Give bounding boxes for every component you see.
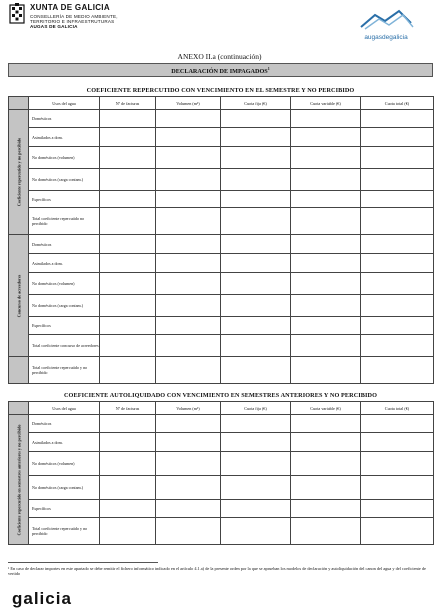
input-cell[interactable] — [361, 518, 434, 545]
input-cell[interactable] — [291, 208, 361, 235]
row-label: Domésticos — [29, 235, 100, 254]
table-row — [9, 415, 434, 433]
row-label: Total coeficiente repercutido no percibido — [29, 208, 100, 235]
input-cell[interactable] — [291, 317, 361, 335]
input-cell[interactable] — [361, 295, 434, 317]
input-cell[interactable] — [291, 500, 361, 518]
input-cell[interactable] — [100, 191, 156, 208]
row-label: No domésticos (volumen) — [29, 452, 100, 476]
input-cell[interactable] — [361, 191, 434, 208]
table-row — [9, 273, 434, 295]
input-cell[interactable] — [221, 317, 291, 335]
input-cell[interactable] — [156, 191, 221, 208]
row-label: No domésticos (volumen) — [29, 147, 100, 169]
table-row — [9, 235, 434, 254]
input-cell[interactable] — [100, 317, 156, 335]
input-cell[interactable] — [100, 335, 156, 357]
input-cell[interactable] — [361, 476, 434, 500]
table-row — [9, 335, 434, 357]
row-label: Total coeficiente repercutido y no percibido — [29, 518, 100, 545]
table-row — [9, 147, 434, 169]
row-label: Total coeficiente concurso de acreedores — [29, 335, 100, 357]
input-cell[interactable] — [221, 295, 291, 317]
input-cell[interactable] — [291, 169, 361, 191]
table-header-row — [9, 97, 434, 110]
table-row — [9, 110, 434, 128]
section1-title: COEFICIENTE REPERCUTIDO CON VENCIMIENTO EN EL SEMESTRE Y NO PERCIBIDO — [86, 87, 355, 94]
input-cell[interactable] — [291, 476, 361, 500]
input-cell[interactable] — [100, 273, 156, 295]
input-cell[interactable] — [291, 254, 361, 273]
section2-table — [8, 401, 434, 545]
row-label: Específicos — [29, 317, 100, 335]
input-cell[interactable] — [156, 317, 221, 335]
conselleria-line-3: AUGAS DE GALICIA — [30, 24, 78, 29]
input-cell[interactable] — [100, 147, 156, 169]
input-cell[interactable] — [221, 110, 291, 128]
input-cell[interactable] — [361, 147, 434, 169]
input-cell[interactable] — [291, 235, 361, 254]
input-cell[interactable] — [221, 500, 291, 518]
row-label: No domésticos (carga contam.) — [29, 295, 100, 317]
input-cell[interactable] — [361, 273, 434, 295]
declaration-title: DECLARACIÓN DE IMPAGADOS$^1$ — [171, 66, 270, 76]
input-cell[interactable] — [221, 235, 291, 254]
input-cell[interactable] — [100, 476, 156, 500]
input-cell[interactable] — [291, 273, 361, 295]
table-row — [9, 254, 434, 273]
col-header: Cuota total (€) — [361, 97, 434, 110]
input-cell[interactable] — [156, 235, 221, 254]
augas-logo — [355, 9, 417, 41]
input-cell[interactable] — [100, 500, 156, 518]
input-cell[interactable] — [156, 415, 221, 433]
input-cell[interactable] — [156, 500, 221, 518]
conselleria-line-2: TERRITORIO E INFRAESTRUTURAS — [30, 19, 115, 24]
input-cell[interactable] — [100, 415, 156, 433]
table-row — [9, 518, 434, 545]
input-cell[interactable] — [291, 518, 361, 545]
row-label: Específicos — [29, 191, 100, 208]
xunta-logo — [8, 3, 208, 35]
xunta-title: XUNTA DE GALICIA — [30, 3, 110, 12]
input-cell[interactable] — [221, 169, 291, 191]
conselleria-line-1: CONSELLERÍA DE MEDIO AMBIENTE, — [30, 14, 118, 19]
xunta-crest-icon — [8, 3, 26, 27]
table-row — [9, 452, 434, 476]
group-label: Coeficiente repercutido en semestres anteriores y no percibido — [16, 424, 21, 535]
input-cell[interactable] — [221, 518, 291, 545]
table-row — [9, 317, 434, 335]
input-cell[interactable] — [221, 476, 291, 500]
table-row — [9, 500, 434, 518]
col-header: Cuota fija (€) — [221, 97, 291, 110]
col-header: Cuota variable (€) — [291, 402, 361, 415]
input-cell[interactable] — [361, 254, 434, 273]
input-cell[interactable] — [100, 518, 156, 545]
row-label: Total coeficiente repercutido y no percibido — [29, 357, 100, 384]
table-row — [9, 191, 434, 208]
input-cell[interactable] — [100, 169, 156, 191]
table-row — [9, 208, 434, 235]
input-cell[interactable] — [156, 433, 221, 452]
input-cell[interactable] — [100, 433, 156, 452]
annex-title: ANEXO II.a (continuación) — [177, 52, 262, 61]
col-header: Volumen (m³) — [156, 402, 221, 415]
row-label: Domésticos — [29, 415, 100, 433]
input-cell[interactable] — [156, 476, 221, 500]
input-cell[interactable] — [291, 147, 361, 169]
section2-title: COEFICIENTE AUTOLIQUIDADO CON VENCIMIENTO EN SEMESTRES ANTERIORES Y NO PERCIBIDO — [63, 392, 378, 399]
total-row — [9, 357, 434, 384]
row-label: Asimilados a dom. — [29, 128, 100, 147]
group-label-cell — [9, 415, 29, 545]
header-corner — [9, 97, 29, 110]
input-cell[interactable] — [361, 433, 434, 452]
table-row — [9, 433, 434, 452]
row-label: Asimilados a dom. — [29, 433, 100, 452]
input-cell[interactable] — [221, 147, 291, 169]
input-cell[interactable] — [156, 169, 221, 191]
row-label: No domésticos (carga contam.) — [29, 476, 100, 500]
row-label: Domésticos — [29, 110, 100, 128]
col-header: Nº de facturas — [100, 97, 156, 110]
input-cell[interactable] — [156, 452, 221, 476]
group-label-cell — [9, 235, 29, 357]
table-row — [9, 169, 434, 191]
col-header: Cuota total (€) — [361, 402, 434, 415]
row-label: No domésticos (volumen) — [29, 273, 100, 295]
galicia-logo: galicia — [12, 589, 72, 608]
input-cell[interactable] — [221, 191, 291, 208]
input-cell[interactable] — [100, 235, 156, 254]
input-cell[interactable] — [100, 110, 156, 128]
input-cell[interactable] — [156, 128, 221, 147]
input-cell[interactable] — [361, 169, 434, 191]
table-row — [9, 295, 434, 317]
declaration-bar — [8, 63, 433, 77]
group-label: Coeficiente repercutido y no percibido — [16, 137, 21, 207]
input-cell[interactable] — [100, 254, 156, 273]
input-cell[interactable] — [156, 254, 221, 273]
group-label-cell — [9, 110, 29, 235]
input-cell[interactable] — [291, 191, 361, 208]
input-cell[interactable] — [221, 208, 291, 235]
input-cell[interactable] — [361, 317, 434, 335]
total-spacer — [9, 357, 29, 384]
input-cell[interactable] — [361, 128, 434, 147]
row-label: No domésticos (carga contam.) — [29, 169, 100, 191]
input-cell[interactable] — [221, 335, 291, 357]
input-cell[interactable] — [221, 273, 291, 295]
input-cell[interactable] — [291, 433, 361, 452]
input-cell[interactable] — [291, 335, 361, 357]
col-header: Nº de facturas — [100, 402, 156, 415]
input-cell[interactable] — [100, 357, 156, 384]
input-cell[interactable] — [291, 295, 361, 317]
input-cell[interactable] — [156, 208, 221, 235]
header-corner — [9, 402, 29, 415]
input-cell[interactable] — [291, 110, 361, 128]
input-cell[interactable] — [221, 357, 291, 384]
col-header: Usos del agua — [29, 402, 100, 415]
input-cell[interactable] — [291, 128, 361, 147]
group-label: Concurso de acreedores — [16, 274, 21, 317]
table-row — [9, 476, 434, 500]
input-cell[interactable] — [156, 295, 221, 317]
augas-logo-text: augasdegalicia — [364, 34, 408, 41]
input-cell[interactable] — [291, 357, 361, 384]
input-cell[interactable] — [156, 518, 221, 545]
input-cell[interactable] — [221, 452, 291, 476]
input-cell[interactable] — [361, 208, 434, 235]
input-cell[interactable] — [361, 357, 434, 384]
input-cell[interactable] — [156, 110, 221, 128]
page-header — [8, 3, 431, 43]
input-cell[interactable] — [361, 500, 434, 518]
input-cell[interactable] — [156, 147, 221, 169]
input-cell[interactable] — [156, 335, 221, 357]
input-cell[interactable] — [221, 415, 291, 433]
input-cell[interactable] — [361, 415, 434, 433]
footnote-rule — [8, 562, 158, 563]
input-cell[interactable] — [100, 452, 156, 476]
input-cell[interactable] — [156, 273, 221, 295]
input-cell[interactable] — [291, 415, 361, 433]
input-cell[interactable] — [100, 208, 156, 235]
input-cell[interactable] — [221, 433, 291, 452]
col-header: Volumen (m³) — [156, 97, 221, 110]
col-header: Cuota variable (€) — [291, 97, 361, 110]
section1-table — [8, 96, 434, 384]
input-cell[interactable] — [361, 452, 434, 476]
input-cell[interactable] — [361, 235, 434, 254]
input-cell[interactable] — [221, 254, 291, 273]
augas-wave-icon — [355, 9, 417, 31]
input-cell[interactable] — [100, 128, 156, 147]
input-cell[interactable] — [156, 357, 221, 384]
col-header: Cuota fija (€) — [221, 402, 291, 415]
table-header-row — [9, 402, 434, 415]
row-label: Asimilados a dom. — [29, 254, 100, 273]
input-cell[interactable] — [221, 128, 291, 147]
footnote: ¹ En caso de declarar importes en este apartado se debe remitir el fichero informático indicado en el artículo 4.1.a) de la presente orden por la que se aprueban los modelos de declaración y autoliquidación del canon del agua y del coeficiente de vertido — [8, 566, 426, 576]
row-label: Específicos — [29, 500, 100, 518]
input-cell[interactable] — [291, 452, 361, 476]
input-cell[interactable] — [100, 295, 156, 317]
footnote-marker: 1 — [267, 66, 270, 71]
input-cell[interactable] — [361, 335, 434, 357]
input-cell[interactable] — [361, 110, 434, 128]
col-header: Usos del agua — [29, 97, 100, 110]
table-row — [9, 128, 434, 147]
